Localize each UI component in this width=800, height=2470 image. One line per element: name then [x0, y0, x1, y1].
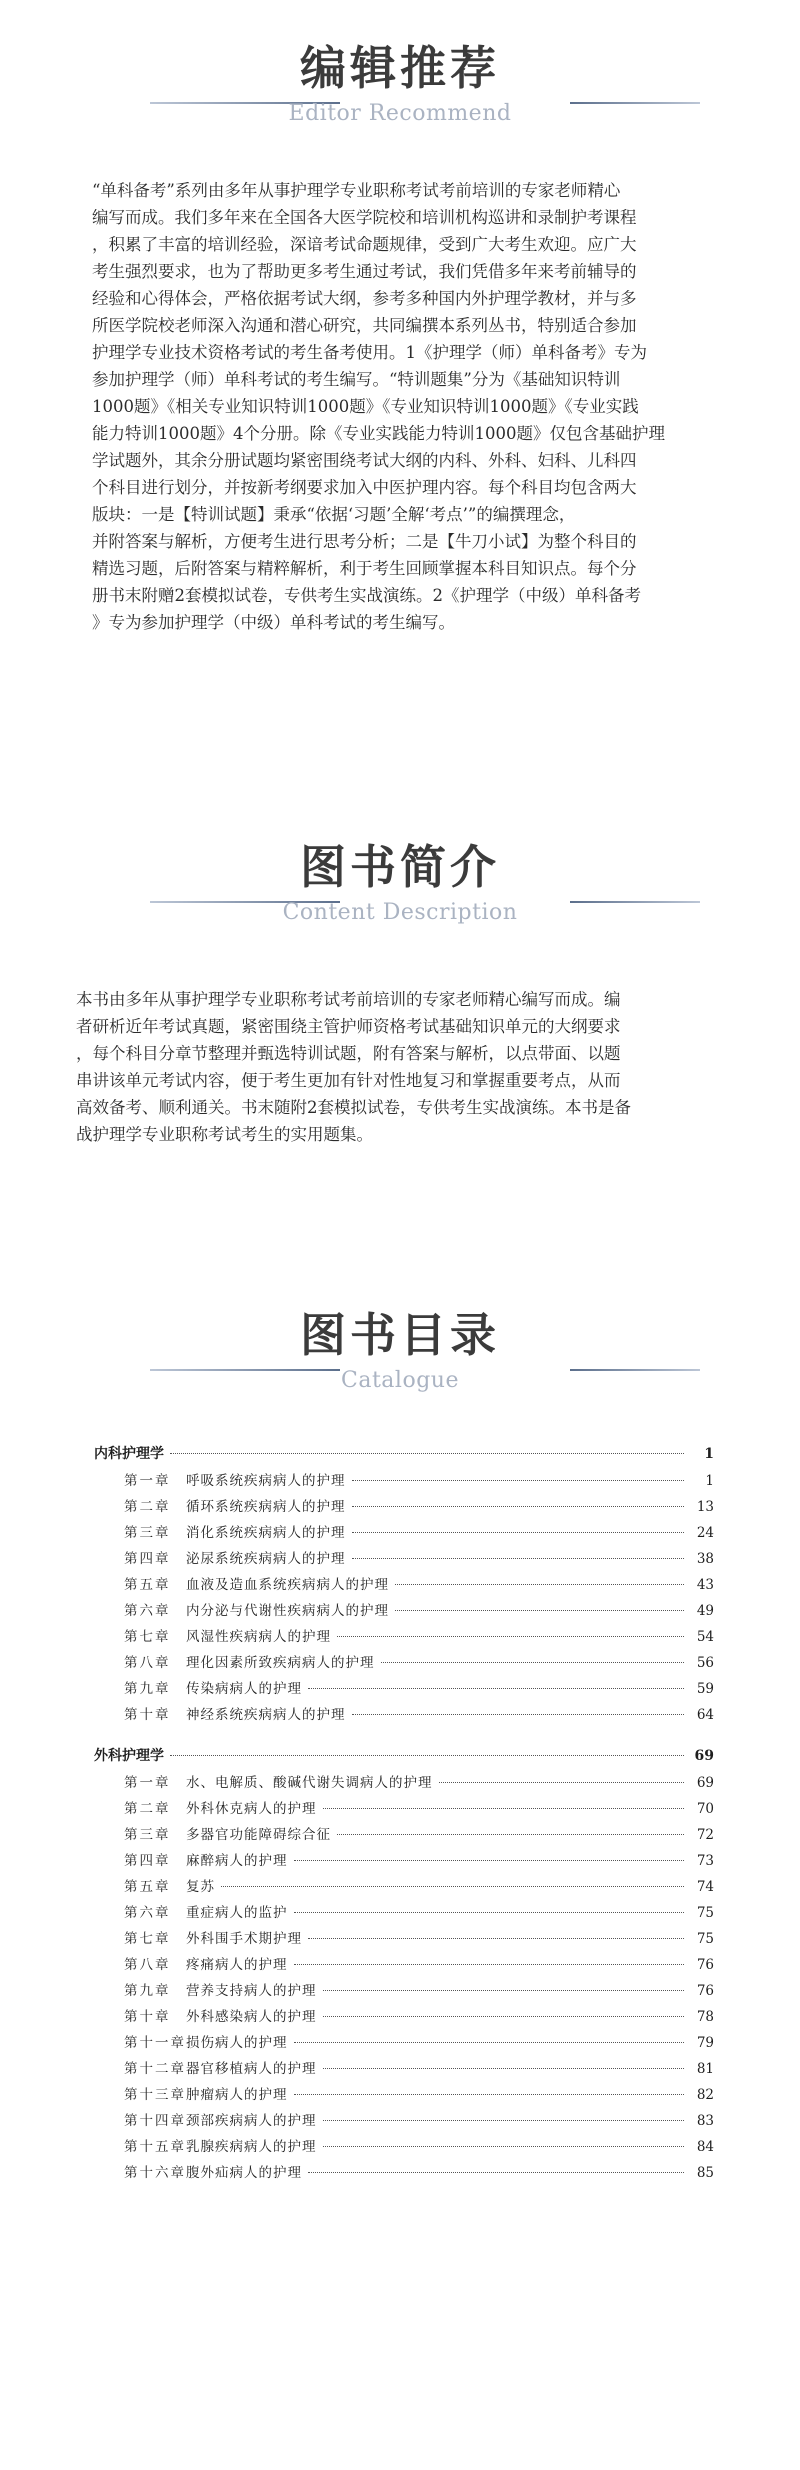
- toc-chapter-name: 复苏: [186, 1879, 215, 1895]
- toc-part-row[interactable]: [94, 1440, 714, 1468]
- toc-chapter-name: 水、电解质、酸碱代谢失调病人的护理: [186, 1775, 433, 1791]
- toc-page-number: 54: [696, 1629, 714, 1645]
- text-line: 编写而成。我们多年来在全国各大医学院校和培训机构巡讲和录制护考课程: [92, 208, 637, 227]
- text-line: 串讲该单元考试内容，便于考生更加有针对性地复习和掌握重要考点，从而: [76, 1071, 621, 1090]
- toc-chapter-number: 第九章: [124, 1681, 171, 1697]
- toc-page-number: 1: [705, 1473, 714, 1489]
- toc-leader-dots: [352, 1558, 685, 1559]
- toc-chapter-row[interactable]: [94, 1952, 714, 1978]
- toc-chapter-name: 理化因素所致疾病病人的护理: [186, 1655, 375, 1671]
- toc-chapter-number: 第五章: [124, 1879, 171, 1895]
- text-line: 经验和心得体会，严格依据考试大纲，参考多种国内外护理学教材，并与多: [92, 289, 637, 308]
- toc-page-number: 73: [696, 1853, 714, 1869]
- toc-spacer: [94, 1728, 714, 1742]
- toc-chapter-number: 第四章: [124, 1853, 171, 1869]
- text-line: 本书由多年从事护理学专业职称考试考前培训的专家老师精心编写而成。编: [76, 990, 621, 1009]
- toc-chapter-row[interactable]: [94, 2108, 714, 2134]
- toc-chapter-number: 第二章: [124, 1499, 171, 1515]
- catalogue-title: 图书目录: [300, 1308, 500, 1362]
- text-line: 所医学院校老师深入沟通和潜心研究，共同编撰本系列丛书，特别适合参加: [92, 316, 637, 335]
- editor-recommend-subtitle: Editor Recommend: [288, 101, 512, 126]
- text-line: 》专为参加护理学（中级）单科考试的考生编写。: [92, 613, 455, 632]
- toc-chapter-number: 第七章: [124, 1931, 171, 1947]
- toc-page-number: 72: [696, 1827, 714, 1843]
- toc-leader-dots: [294, 2094, 685, 2095]
- toc-chapter-row[interactable]: [94, 1598, 714, 1624]
- toc-leader-dots: [221, 1886, 684, 1887]
- toc-page-number: 70: [696, 1801, 714, 1817]
- toc-page-number: 84: [696, 2139, 714, 2155]
- toc-page-number: 24: [696, 1525, 714, 1541]
- toc-chapter-number: 第八章: [124, 1957, 171, 1973]
- toc-chapter-name: 呼吸系统疾病病人的护理: [186, 1473, 346, 1489]
- toc-chapter-name: 血液及造血系统疾病病人的护理: [186, 1577, 389, 1593]
- text-line: 精选习题，后附答案与精粹解析，利于考生回顾掌握本科目知识点。每个分: [92, 559, 637, 578]
- toc-page-number: 49: [696, 1603, 714, 1619]
- text-line: ，每个科目分章节整理并甄选特训试题，附有答案与解析，以点带面、以题: [76, 1044, 621, 1063]
- toc-leader-dots: [294, 1860, 685, 1861]
- toc-leader-dots: [352, 1480, 685, 1481]
- toc-leader-dots: [323, 1990, 685, 1991]
- toc-leader-dots: [323, 2146, 685, 2147]
- toc-leader-dots: [308, 1688, 684, 1689]
- toc-page-number: 64: [696, 1707, 714, 1723]
- toc-chapter-row[interactable]: [94, 1900, 714, 1926]
- content-description-title: 图书简介: [300, 840, 500, 894]
- toc-chapter-row[interactable]: [94, 1520, 714, 1546]
- toc-chapter-row[interactable]: [94, 2004, 714, 2030]
- toc-chapter-number: 第十章: [124, 2009, 171, 2025]
- toc-chapter-name: 消化系统疾病病人的护理: [186, 1525, 346, 1541]
- toc-page-number: 1: [704, 1446, 714, 1462]
- toc-leader-dots: [323, 2120, 685, 2121]
- editor-recommend-header: [0, 38, 800, 148]
- toc-part-name: 外科护理学: [94, 1748, 164, 1764]
- toc-chapter-name: 器官移植病人的护理: [186, 2061, 317, 2077]
- toc-page-number: 79: [696, 2035, 714, 2051]
- toc-leader-dots: [337, 1636, 684, 1637]
- toc-page-number: 83: [696, 2113, 714, 2129]
- editor-recommend-title: 编辑推荐: [300, 41, 500, 95]
- toc-part-name: 内科护理学: [94, 1446, 164, 1462]
- toc-chapter-name: 颈部疾病病人的护理: [186, 2113, 317, 2129]
- toc-chapter-row[interactable]: [94, 1572, 714, 1598]
- text-line: 并附答案与解析，方便考生进行思考分析；二是【牛刀小试】为整个科目的: [92, 532, 637, 551]
- text-line: 1000题》《相关专业知识特训1000题》《专业知识特训1000题》《专业实践: [92, 397, 639, 416]
- toc-page-number: 56: [696, 1655, 714, 1671]
- toc-page-number: 75: [696, 1931, 714, 1947]
- toc-chapter-name: 传染病病人的护理: [186, 1681, 302, 1697]
- toc-leader-dots: [381, 1662, 685, 1663]
- toc-chapter-number: 第一章: [124, 1775, 171, 1791]
- toc-chapter-row[interactable]: [94, 1822, 714, 1848]
- toc-chapter-name: 肿瘤病人的护理: [186, 2087, 288, 2103]
- toc-leader-dots: [352, 1506, 685, 1507]
- content-description-header: [0, 837, 800, 947]
- toc-page-number: 38: [696, 1551, 714, 1567]
- text-line: 个科目进行划分，并按新考纲要求加入中医护理内容。每个科目均包含两大: [92, 478, 637, 497]
- toc-leader-dots: [294, 2042, 685, 2043]
- toc-page-number: 59: [696, 1681, 714, 1697]
- toc-leader-dots: [308, 1938, 684, 1939]
- toc-chapter-number: 第三章: [124, 1827, 171, 1843]
- toc-leader-dots: [439, 1782, 685, 1783]
- text-line: 考生强烈要求，也为了帮助更多考生通过考试，我们凭借多年来考前辅导的: [92, 262, 637, 281]
- text-line: 者研析近年考试真题，紧密围绕主管护师资格考试基础知识单元的大纲要求: [76, 1017, 621, 1036]
- toc-chapter-row[interactable]: [94, 1624, 714, 1650]
- toc-chapter-number: 第十三章: [124, 2087, 186, 2103]
- toc-page-number: 69: [694, 1748, 714, 1764]
- toc-page-number: 85: [696, 2165, 714, 2181]
- toc-chapter-name: 多器官功能障碍综合征: [186, 1827, 331, 1843]
- toc-page-number: 76: [696, 1957, 714, 1973]
- toc-chapter-row[interactable]: [94, 1546, 714, 1572]
- text-line: “单科备考”系列由多年从事护理学专业职称考试考前培训的专家老师精心: [92, 181, 621, 200]
- toc-chapter-name: 重症病人的监护: [186, 1905, 288, 1921]
- toc-chapter-row[interactable]: [94, 1848, 714, 1874]
- toc-chapter-row[interactable]: [94, 2082, 714, 2108]
- toc-chapter-number: 第十五章: [124, 2139, 186, 2155]
- toc-leader-dots: [337, 1834, 684, 1835]
- toc-chapter-name: 外科感染病人的护理: [186, 2009, 317, 2025]
- toc-chapter-number: 第六章: [124, 1603, 171, 1619]
- toc-chapter-row[interactable]: [94, 2134, 714, 2160]
- toc-chapter-name: 内分泌与代谢性疾病病人的护理: [186, 1603, 389, 1619]
- catalogue-subtitle: Catalogue: [341, 1368, 459, 1393]
- toc-chapter-number: 第十四章: [124, 2113, 186, 2129]
- toc-chapter-name: 泌尿系统疾病病人的护理: [186, 1551, 346, 1567]
- toc-leader-dots: [323, 2016, 685, 2017]
- toc-chapter-row[interactable]: [94, 1978, 714, 2004]
- toc-page-number: 78: [696, 2009, 714, 2025]
- toc-leader-dots: [294, 1912, 685, 1913]
- toc-chapter-row[interactable]: [94, 1926, 714, 1952]
- text-line: 能力特训1000题》4个分册。除《专业实践能力特训1000题》仅包含基础护理: [92, 424, 665, 443]
- toc-page-number: 13: [696, 1499, 714, 1515]
- content-description-subtitle: Content Description: [282, 900, 518, 925]
- table-of-contents: [94, 1440, 714, 2186]
- text-line: ，积累了丰富的培训经验，深谙考试命题规律，受到广大考生欢迎。应广大: [92, 235, 637, 254]
- toc-chapter-name: 乳腺疾病病人的护理: [186, 2139, 317, 2155]
- toc-chapter-number: 第八章: [124, 1655, 171, 1671]
- toc-leader-dots: [352, 1714, 685, 1715]
- toc-chapter-name: 神经系统疾病病人的护理: [186, 1707, 346, 1723]
- toc-chapter-row[interactable]: [94, 1676, 714, 1702]
- toc-chapter-number: 第十六章: [124, 2165, 186, 2181]
- toc-chapter-row[interactable]: [94, 1650, 714, 1676]
- toc-leader-dots: [170, 1755, 684, 1756]
- toc-chapter-number: 第十一章: [124, 2035, 186, 2051]
- toc-chapter-row[interactable]: [94, 2056, 714, 2082]
- toc-chapter-name: 疼痛病人的护理: [186, 1957, 288, 1973]
- toc-chapter-row[interactable]: [94, 1874, 714, 1900]
- text-line: 参加护理学（师）单科考试的考生编写。“特训题集”分为《基础知识特训: [92, 370, 621, 389]
- toc-page-number: 75: [696, 1905, 714, 1921]
- toc-page-number: 76: [696, 1983, 714, 1999]
- toc-chapter-number: 第六章: [124, 1905, 171, 1921]
- toc-chapter-row[interactable]: [94, 2160, 714, 2186]
- text-line: 册书末附赠2套模拟试卷，专供考生实战演练。2《护理学（中级）单科备考: [92, 586, 641, 605]
- toc-chapter-number: 第一章: [124, 1473, 171, 1489]
- toc-chapter-number: 第三章: [124, 1525, 171, 1541]
- toc-chapter-row[interactable]: [94, 2030, 714, 2056]
- toc-chapter-name: 风湿性疾病病人的护理: [186, 1629, 331, 1645]
- toc-chapter-name: 循环系统疾病病人的护理: [186, 1499, 346, 1515]
- catalogue-header: [0, 1305, 800, 1415]
- toc-chapter-row[interactable]: [94, 1796, 714, 1822]
- toc-chapter-number: 第二章: [124, 1801, 171, 1817]
- toc-chapter-name: 麻醉病人的护理: [186, 1853, 288, 1869]
- toc-page-number: 74: [696, 1879, 714, 1895]
- text-line: 高效备考、顺利通关。书末随附2套模拟试卷，专供考生实战演练。本书是备: [76, 1098, 631, 1117]
- text-line: 版块：一是【特训试题】秉承“依据‘习题’全解‘考点’”的编撰理念，: [92, 505, 576, 524]
- toc-chapter-name: 营养支持病人的护理: [186, 1983, 317, 1999]
- toc-leader-dots: [308, 2172, 684, 2173]
- toc-chapter-number: 第四章: [124, 1551, 171, 1567]
- toc-chapter-row[interactable]: [94, 1494, 714, 1520]
- toc-leader-dots: [323, 2068, 685, 2069]
- toc-page-number: 43: [696, 1577, 714, 1593]
- toc-leader-dots: [170, 1453, 684, 1454]
- toc-chapter-row[interactable]: [94, 1770, 714, 1796]
- toc-leader-dots: [395, 1610, 684, 1611]
- text-line: 学试题外，其余分册试题均紧密围绕考试大纲的内科、外科、妇科、儿科四: [92, 451, 637, 470]
- toc-page-number: 82: [696, 2087, 714, 2103]
- toc-chapter-number: 第九章: [124, 1983, 171, 1999]
- text-line: 护理学专业技术资格考试的考生备考使用。1《护理学（师）单科备考》专为: [92, 343, 647, 362]
- toc-part-row[interactable]: [94, 1742, 714, 1770]
- toc-chapter-name: 外科围手术期护理: [186, 1931, 302, 1947]
- toc-chapter-number: 第十二章: [124, 2061, 186, 2077]
- toc-chapter-row[interactable]: [94, 1468, 714, 1494]
- toc-chapter-name: 损伤病人的护理: [186, 2035, 288, 2051]
- toc-chapter-row[interactable]: [94, 1702, 714, 1728]
- toc-page-number: 69: [696, 1775, 714, 1791]
- toc-chapter-number: 第十章: [124, 1707, 171, 1723]
- toc-leader-dots: [352, 1532, 685, 1533]
- toc-chapter-name: 外科休克病人的护理: [186, 1801, 317, 1817]
- content-description-text: [76, 986, 726, 1148]
- toc-leader-dots: [323, 1808, 685, 1809]
- toc-page-number: 81: [696, 2061, 714, 2077]
- toc-leader-dots: [395, 1584, 684, 1585]
- editor-recommend-text: [92, 177, 722, 636]
- toc-chapter-number: 第七章: [124, 1629, 171, 1645]
- toc-chapter-name: 腹外疝病人的护理: [186, 2165, 302, 2181]
- toc-chapter-number: 第五章: [124, 1577, 171, 1593]
- toc-leader-dots: [294, 1964, 685, 1965]
- text-line: 战护理学专业职称考试考生的实用题集。: [76, 1125, 373, 1144]
